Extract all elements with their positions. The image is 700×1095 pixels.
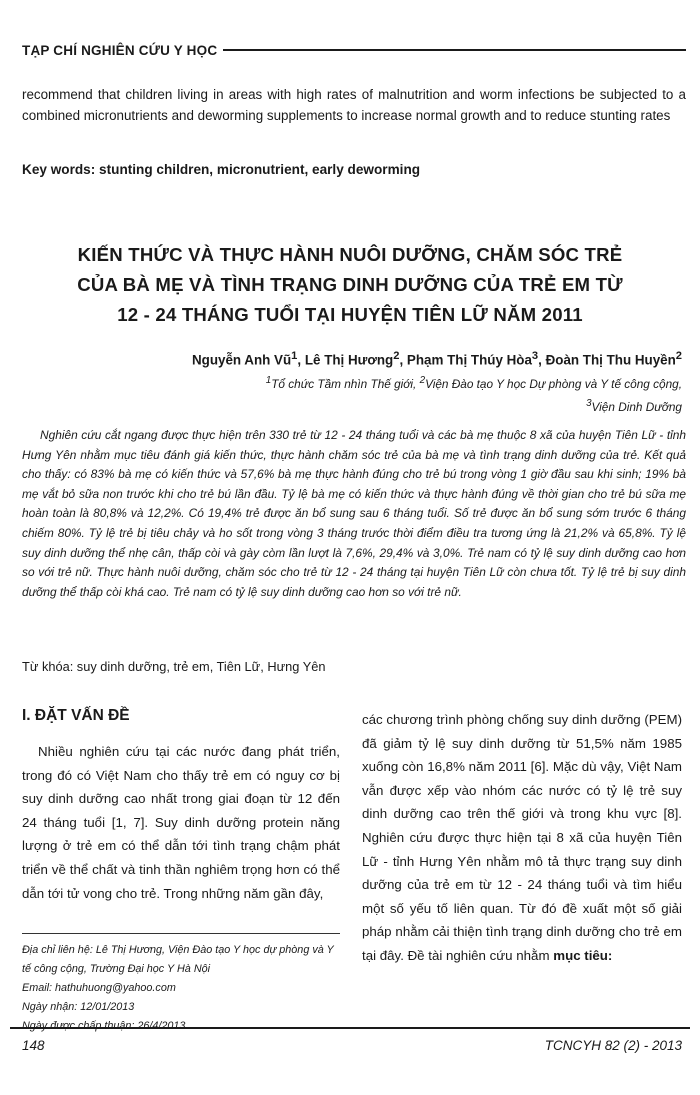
title-line-1: KIẾN THỨC VÀ THỰC HÀNH NUÔI DƯỠNG, CHĂM SÓC TRẺ	[77, 244, 623, 265]
author-affil-mark: 2	[393, 350, 400, 362]
author-affil-mark: 1	[291, 350, 298, 362]
author-name: Nguyễn Anh Vũ	[191, 352, 292, 368]
journal-name: TẠP CHÍ NGHIÊN CỨU Y HỌC	[22, 42, 218, 58]
footnote-contact: Địa chỉ liên hệ: Lê Thị Hương, Viện Đào tạo Y học dự phòng và Y tế công cộng, Trường Đại học Y Hà Nội	[22, 944, 334, 975]
author-name: Phạm Thị Thúy Hòa	[406, 352, 532, 368]
journal-header	[22, 40, 686, 60]
footnote-email: Email: hathuhuong@yahoo.com	[22, 982, 176, 994]
affiliation-2: Viện Đào tạo Y học Dự phòng và Y tế công cộng,	[425, 376, 682, 391]
affiliations-line-1	[266, 375, 682, 391]
footnote-rule	[22, 933, 340, 934]
affil-mark: 3	[586, 398, 592, 409]
page-number: 148	[22, 1038, 45, 1053]
footnote-received: Ngày nhận: 12/01/2013	[22, 1001, 135, 1013]
vietnamese-keywords: Từ khóa: suy dinh dưỡng, trẻ em, Tiên Lữ, Hưng Yên	[22, 659, 326, 674]
author-affil-mark: 2	[675, 350, 682, 362]
affiliations-line-2	[586, 398, 682, 414]
english-abstract-tail: recommend that children living in areas with high rates of malnutrition and worm infections be subjected to a combined micronutrients and deworming supplements to increase normal growth and to reduce stunting rates	[22, 87, 686, 123]
section-heading: I. ĐẶT VẤN ĐỀ	[22, 707, 130, 724]
title-line-2: CỦA BÀ MẸ VÀ TÌNH TRẠNG DINH DƯỠNG CỦA TRẺ EM TỪ	[77, 274, 623, 295]
affiliation-3: Viện Dinh Dưỡng	[591, 399, 682, 414]
footer-rule	[10, 1027, 690, 1029]
title-line-3: 12 - 24 THÁNG TUỔI TẠI HUYỆN TIÊN LỮ NĂM 2011	[117, 304, 583, 325]
header-rule	[223, 49, 686, 51]
affil-mark: 2	[419, 375, 426, 386]
body-column-right	[362, 708, 682, 968]
journal-citation: TCNCYH 82 (2) - 2013	[544, 1038, 682, 1053]
body-text: các chương trình phòng chống suy dinh dưỡng (PEM) đã giảm tỷ lệ suy dinh dưỡng từ 51,5% năm 1985 xuống còn 16,8% năm 2011 [6]. Mặc dù vậy, Việt Nam vẫn được xếp vào nhóm các nước có tỷ lệ trẻ suy dinh dưỡng cao trên thế giới và trong khu vực [8]. Nghiên cứu được thực hiện tại 8 xã của huyện Tiên Lữ - tỉnh Hưng Yên nhằm mô tả thực trạng suy dinh dưỡng của trẻ em từ 12 - 24 tháng tuổi và tìm hiểu một số yếu tố liên quan. Từ đó đề xuất một số giải pháp nhằm cải thiện tình trạng dinh dưỡng cho trẻ em tại đây. Đề tài nghiên cứu nhằm	[362, 712, 682, 963]
article-title	[30, 240, 670, 330]
english-keywords: Key words: stunting children, micronutrient, early deworming	[22, 162, 421, 177]
footnote	[22, 941, 340, 1036]
affiliation-1: Tổ chức Tầm nhìn Thế giới,	[271, 376, 417, 391]
author-affil-mark: 3	[531, 350, 539, 362]
body-bold-text: mục tiêu:	[553, 947, 613, 963]
affil-mark: 1	[265, 375, 272, 386]
author-name: Đoàn Thị Thu Huyền	[545, 352, 676, 368]
body-column-left: Nhiều nghiên cứu tại các nước đang phát triển, trong đó có Việt Nam cho thấy trẻ em có nguy cơ bị suy dinh dưỡng cao nhất trong giai đoạn từ 12 đến 24 tháng tuổi [1, 7]. Suy dinh dưỡng protein năng lượng ở trẻ em có thể dẫn tới tình trạng chậm phát triển về thể chất và tinh thần nghiêm trọng hơn có thể dẫn tới tử vong cho trẻ. Trong những năm gần đây,	[22, 744, 340, 901]
vietnamese-abstract: Nghiên cứu cắt ngang được thực hiện trên 330 trẻ từ 12 - 24 tháng tuổi và các bà mẹ thuộc 8 xã của huyện Tiên Lữ - tỉnh Hưng Yên nhằm mục tiêu đánh giá kiến thức, thực hành chăm sóc trẻ của bà mẹ và tình trạng dinh dưỡng của trẻ. Kết quả cho thấy: có 83% bà mẹ có kiến thức và 57,6% bà mẹ thực hành đúng cho trẻ bú trong vòng 1 giờ đầu sau khi sinh; 19% bà mẹ vắt bỏ sữa non trước khi cho trẻ bú lần đầu. Tỷ lệ bà mẹ có kiến thức và thực hành đúng về thời gian cho trẻ bú sữa mẹ hoàn toàn là 80,8% và 12,2%. Có 19,4% trẻ được ăn bổ sung sau 6 tháng tuổi. Số trẻ được ăn bổ sung sớm trước 6 tháng chiếm 80%. Tỷ lệ trẻ bị tiêu chảy và ho sốt trong vòng 3 tháng trước thời điểm điều tra tương ứng là 21,2% và 65,8%. Tỷ lệ suy dinh dưỡng thể nhẹ cân, thấp còi và gày còm lần lượt là 7,6%, 29,4% và 3,0%. Trẻ nam có tỷ lệ suy dinh dưỡng cao hơn so với trẻ nữ. Thực hành nuôi dưỡng, chăm sóc cho trẻ từ 12 - 24 tháng tại huyện Tiên Lữ còn chưa tốt. Tỷ lệ trẻ bị suy dinh dưỡng thể thấp còi khá cao. Trẻ nam có tỷ lệ suy dinh dưỡng cao hơn so với trẻ nữ.	[22, 428, 686, 599]
author-name: Lê Thị Hương	[304, 352, 394, 368]
author-list: Nguyễn Anh $Vũ^1$, Lê Thị Hương$^2$, Phạm Thị Thúy Hòa$^3$, Đoàn Thị Thu Huyền$^2$	[191, 350, 682, 368]
footnote-accepted: Ngày được chấp thuận: 26/4/2013	[22, 1020, 186, 1032]
